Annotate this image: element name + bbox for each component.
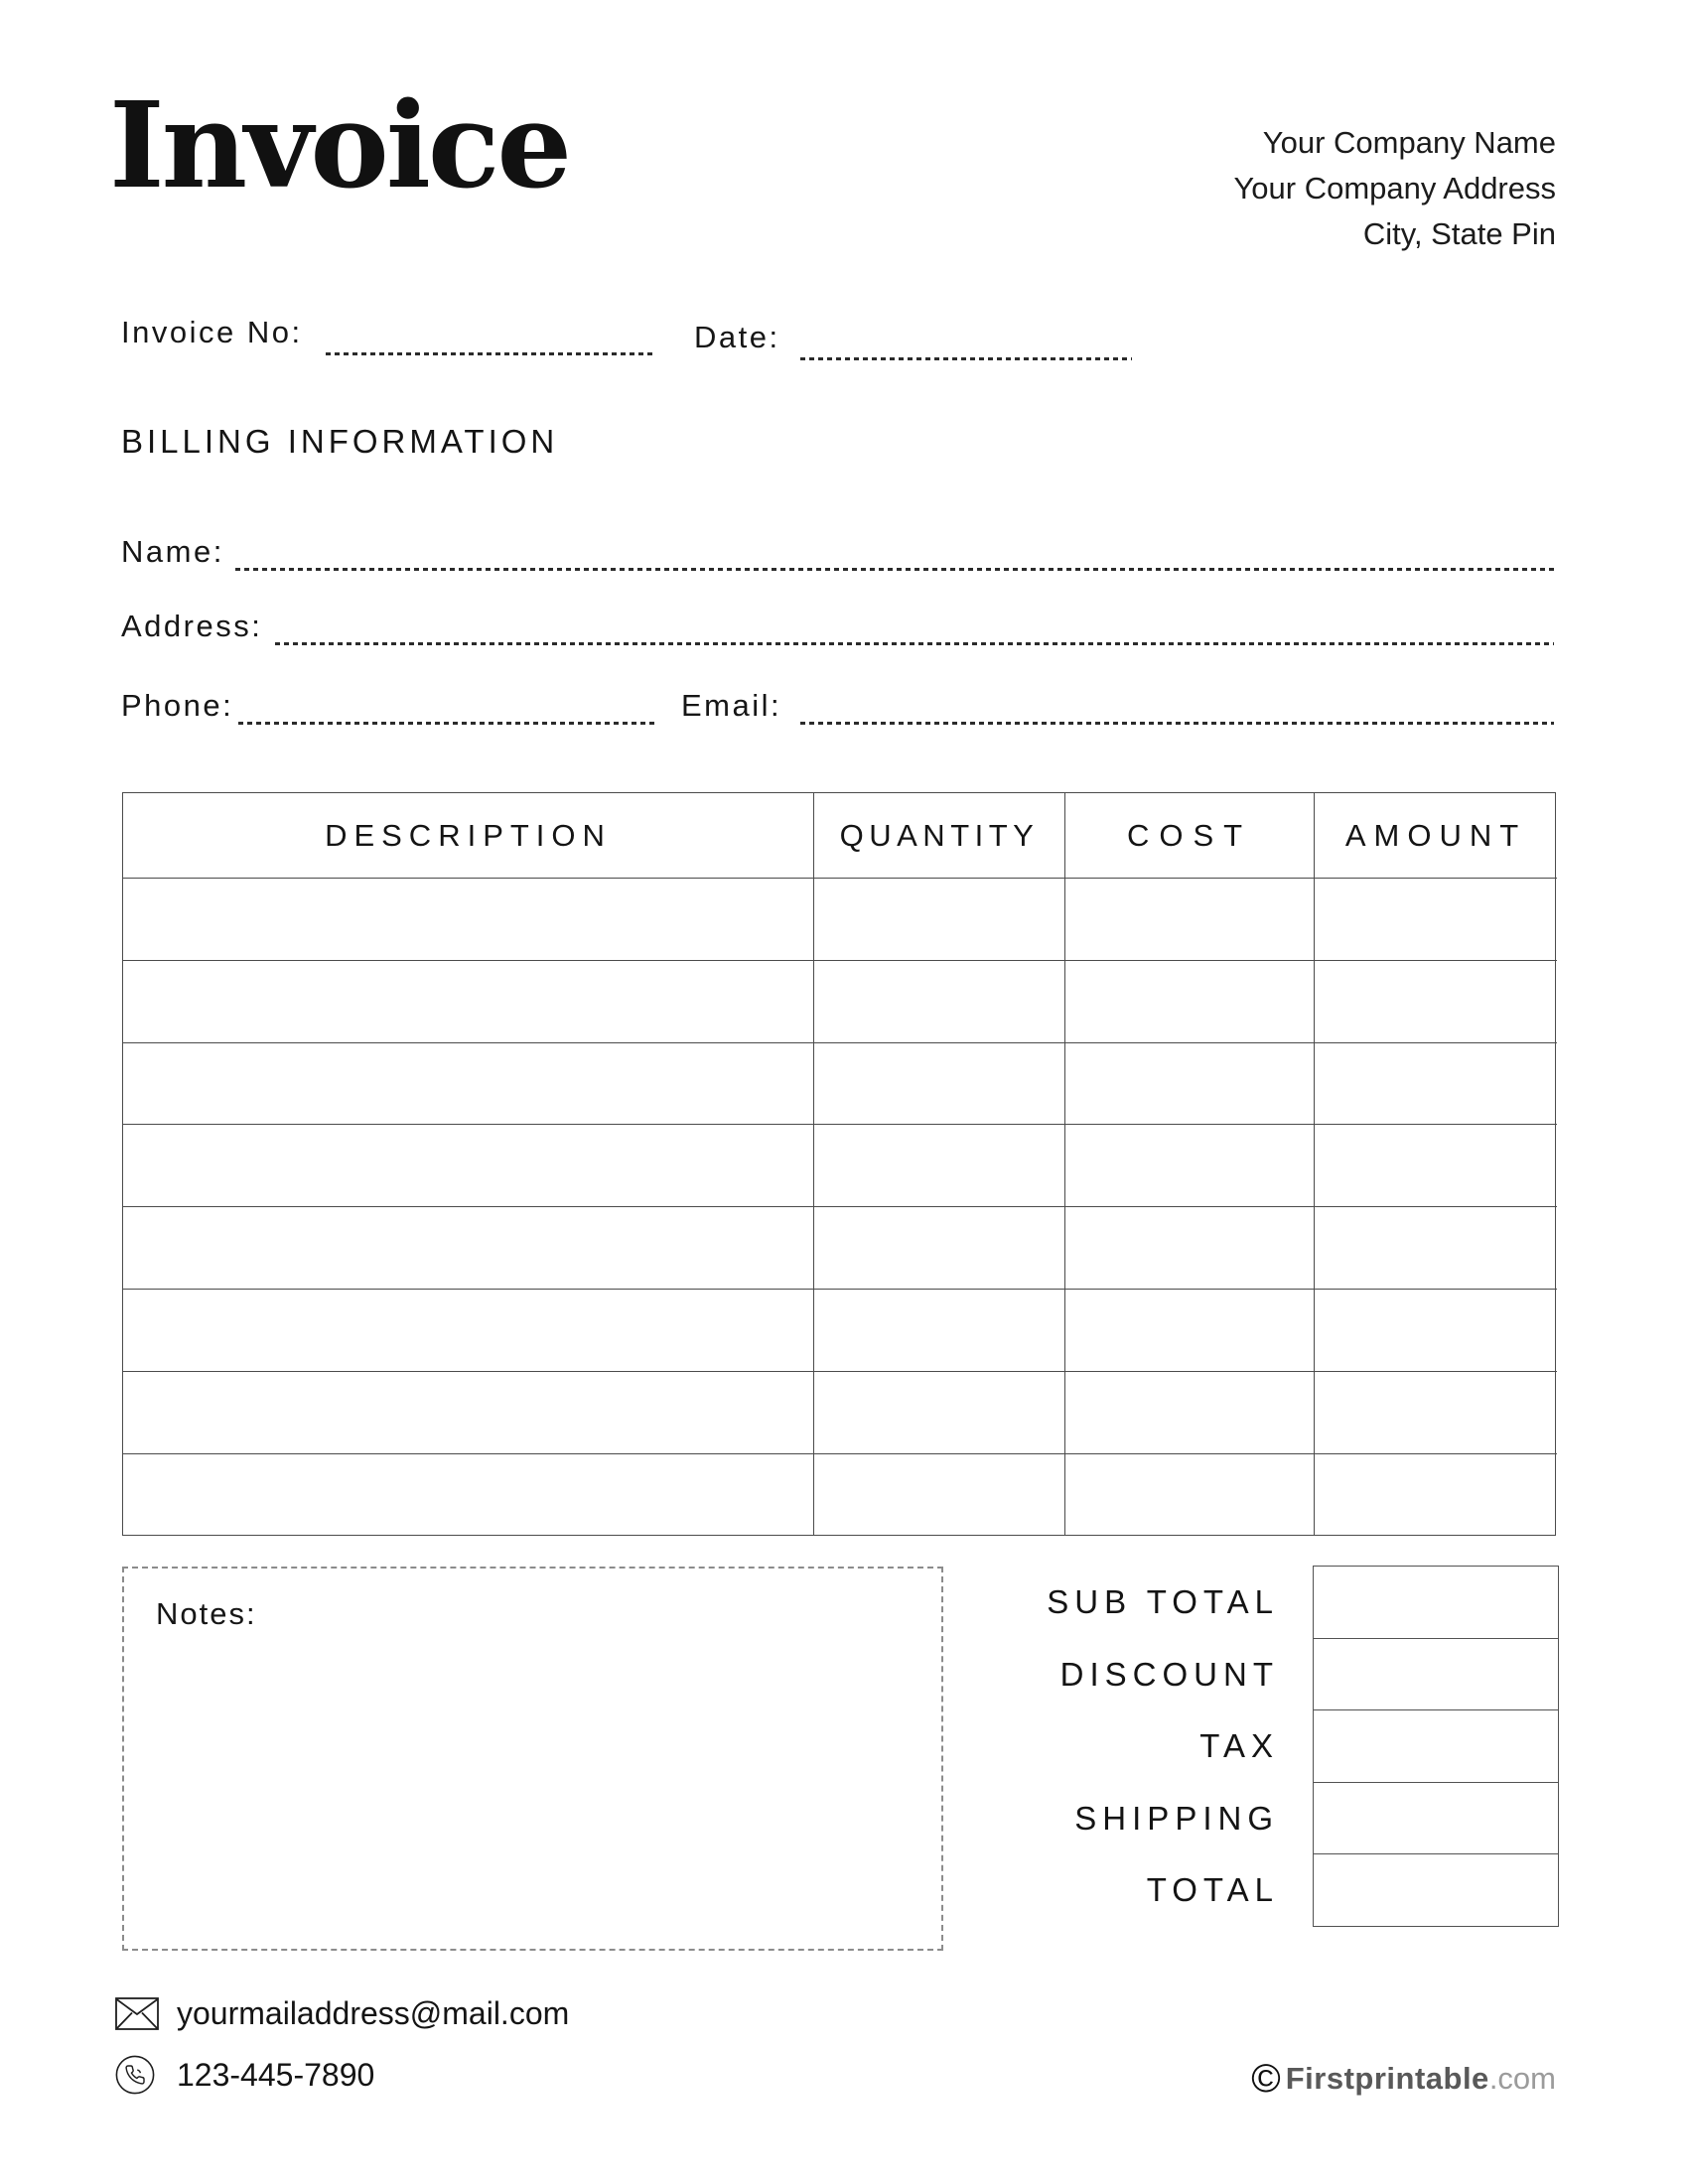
email-field[interactable]	[800, 722, 1554, 725]
table-cell-quantity[interactable]	[814, 1207, 1065, 1290]
total-value-box[interactable]	[1313, 1853, 1559, 1927]
table-cell-amount[interactable]	[1315, 1125, 1557, 1207]
tax-row	[894, 1709, 1559, 1783]
name-label: Name:	[121, 534, 224, 569]
table-cell-quantity[interactable]	[814, 1372, 1065, 1454]
tax-label: TAX	[1199, 1727, 1279, 1764]
table-cell-quantity[interactable]	[814, 1290, 1065, 1372]
table-cell-description[interactable]	[123, 1454, 814, 1537]
table-cell-amount[interactable]	[1315, 879, 1557, 961]
subtotal-value-box[interactable]	[1313, 1566, 1559, 1639]
company-address: Your Company Address	[1233, 171, 1556, 205]
subtotal-row	[894, 1566, 1559, 1639]
table-cell-quantity[interactable]	[814, 1454, 1065, 1537]
contact-email-text: yourmailaddress@mail.com	[177, 1995, 570, 2031]
shipping-value-box[interactable]	[1313, 1782, 1559, 1855]
company-city-state-pin: City, State Pin	[1362, 216, 1556, 251]
copyright-icon: ©	[1251, 2057, 1281, 2101]
contact-phone-text: 123-445-7890	[177, 2056, 375, 2093]
table-cell-quantity[interactable]	[814, 1043, 1065, 1126]
envelope-icon	[115, 1997, 159, 2030]
contact-email-row	[115, 1995, 569, 2032]
notes-box[interactable]	[122, 1567, 943, 1951]
notes-label: Notes:	[156, 1596, 257, 1631]
address-field[interactable]	[275, 642, 1554, 645]
table-cell-amount[interactable]	[1315, 1454, 1557, 1537]
invoice-no-field[interactable]	[326, 352, 655, 355]
column-header-description: DESCRIPTION	[123, 793, 814, 879]
name-field[interactable]	[235, 568, 1554, 571]
date-label: Date:	[694, 320, 780, 354]
column-header-quantity: QUANTITY	[814, 793, 1065, 879]
invoice-no-label: Invoice No:	[121, 315, 303, 349]
discount-value-box[interactable]	[1313, 1638, 1559, 1711]
address-label: Address:	[121, 609, 263, 643]
items-table	[122, 792, 1556, 1536]
table-cell-description[interactable]	[123, 961, 814, 1043]
company-name: Your Company Name	[1262, 125, 1556, 160]
discount-row	[894, 1638, 1559, 1711]
shipping-label: SHIPPING	[1074, 1799, 1279, 1837]
table-cell-description[interactable]	[123, 1125, 814, 1207]
contact-phone-row	[115, 2055, 374, 2095]
table-cell-description[interactable]	[123, 1043, 814, 1126]
table-cell-description[interactable]	[123, 1290, 814, 1372]
column-header-cost: COST	[1065, 793, 1315, 879]
page-title: Invoice	[109, 76, 570, 215]
phone-label: Phone:	[121, 688, 234, 723]
table-cell-amount[interactable]	[1315, 961, 1557, 1043]
table-cell-amount[interactable]	[1315, 1372, 1557, 1454]
table-cell-description[interactable]	[123, 1207, 814, 1290]
tax-value-box[interactable]	[1313, 1709, 1559, 1783]
subtotal-label: SUB TOTAL	[1047, 1583, 1279, 1620]
billing-information-heading: BILLING INFORMATION	[121, 423, 559, 460]
table-cell-quantity[interactable]	[814, 879, 1065, 961]
table-cell-cost[interactable]	[1065, 1454, 1315, 1537]
phone-field[interactable]	[238, 722, 655, 725]
email-label: Email:	[681, 688, 782, 723]
table-cell-quantity[interactable]	[814, 1125, 1065, 1207]
table-cell-cost[interactable]	[1065, 1207, 1315, 1290]
table-cell-cost[interactable]	[1065, 1290, 1315, 1372]
table-cell-cost[interactable]	[1065, 1043, 1315, 1126]
phone-icon	[115, 2055, 155, 2095]
brand-suffix: .com	[1488, 2061, 1556, 2096]
table-cell-description[interactable]	[123, 879, 814, 961]
brand-name: Firstprintable	[1285, 2061, 1489, 2096]
table-cell-amount[interactable]	[1315, 1043, 1557, 1126]
table-cell-cost[interactable]	[1065, 879, 1315, 961]
table-cell-quantity[interactable]	[814, 961, 1065, 1043]
company-info	[1233, 120, 1556, 257]
date-field[interactable]	[800, 357, 1132, 360]
table-cell-description[interactable]	[123, 1372, 814, 1454]
total-label: TOTAL	[1146, 1871, 1279, 1908]
table-cell-cost[interactable]	[1065, 1372, 1315, 1454]
table-cell-cost[interactable]	[1065, 1125, 1315, 1207]
table-cell-amount[interactable]	[1315, 1290, 1557, 1372]
firstprintable-logo	[1251, 2059, 1556, 2099]
column-header-amount: AMOUNT	[1315, 793, 1557, 879]
totals-section	[894, 1566, 1559, 1927]
table-cell-cost[interactable]	[1065, 961, 1315, 1043]
shipping-row	[894, 1782, 1559, 1855]
table-cell-amount[interactable]	[1315, 1207, 1557, 1290]
discount-label: DISCOUNT	[1059, 1655, 1279, 1693]
total-row	[894, 1853, 1559, 1927]
